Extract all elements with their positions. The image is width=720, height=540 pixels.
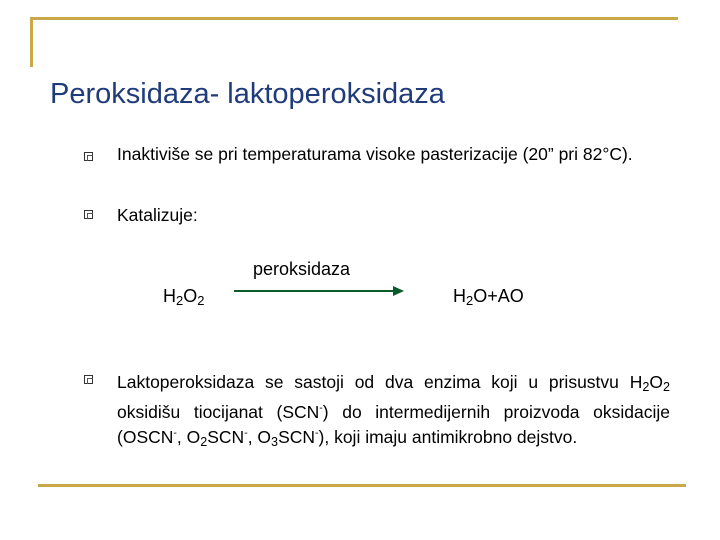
slide-title: Peroksidaza- laktoperoksidaza [50,78,445,110]
product-formula: $H_2O+AO$ [453,286,524,309]
decorative-top-line [30,17,678,20]
decorative-bottom-line [38,484,686,487]
decorative-left-line [30,17,33,67]
bullet-text-1: Inaktiviše se pri temperaturama visoke pasterizacije (20” pri 82°C). [117,144,633,164]
enzyme-label: peroksidaza [253,259,351,279]
reaction-arrow-icon [234,284,406,298]
reactant-formula: $H_2O_2$ [163,286,205,309]
bullet-text-2: Katalizuje: [117,205,198,225]
bullet-square-icon [84,210,93,219]
bullet-square-icon [84,375,93,384]
bullet-text-3: Laktoperoksidaza se sastoji od dva enzima koji u prisustvu $H_2O_2$ oksidišu tiocijanat (SCN-) do intermedijernih proizvoda oksidacije (OSCN-, $O_2SCN^-$, $O_3SCN^-$), koji imaju antimikrobno dejstvo. [117,372,670,449]
bullet-square-icon [84,152,93,161]
